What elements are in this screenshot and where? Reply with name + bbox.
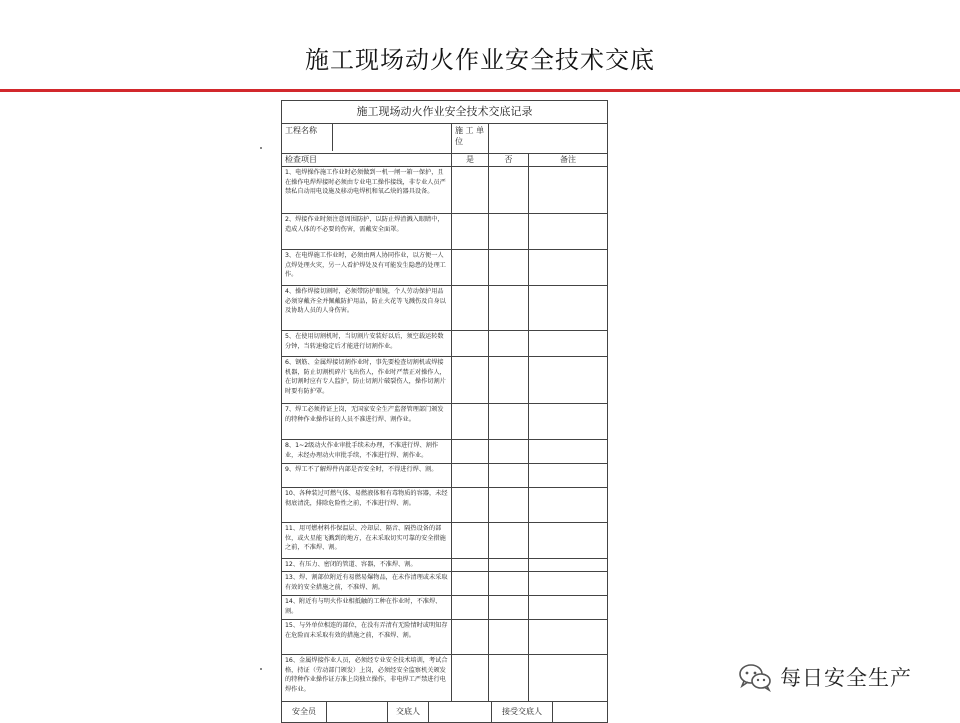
check-yes-cell bbox=[452, 167, 489, 214]
check-remarks-cell bbox=[529, 404, 608, 440]
check-yes-cell bbox=[452, 488, 489, 523]
check-yes-cell bbox=[452, 286, 489, 331]
check-item-row bbox=[282, 655, 608, 702]
check-remarks-cell bbox=[529, 488, 608, 523]
column-header-item: 检查项目 bbox=[282, 154, 452, 167]
check-item-row bbox=[282, 572, 608, 596]
check-no-cell bbox=[489, 523, 529, 559]
check-item-row bbox=[282, 559, 608, 572]
watermark bbox=[738, 660, 938, 694]
check-remarks-cell bbox=[529, 331, 608, 357]
check-remarks-cell bbox=[529, 250, 608, 286]
check-remarks-cell bbox=[529, 464, 608, 488]
check-no-cell bbox=[489, 167, 529, 214]
column-header-remarks: 备注 bbox=[529, 154, 608, 167]
project-name-value bbox=[333, 124, 451, 151]
check-item-row bbox=[282, 286, 608, 331]
check-no-cell bbox=[489, 440, 529, 464]
check-item-row bbox=[282, 404, 608, 440]
disclosure-record-table bbox=[281, 100, 608, 723]
check-remarks-cell bbox=[529, 559, 608, 572]
check-no-cell bbox=[489, 596, 529, 620]
check-yes-cell bbox=[452, 331, 489, 357]
check-no-cell bbox=[489, 250, 529, 286]
discloser-signature bbox=[429, 702, 492, 722]
check-yes-cell bbox=[452, 357, 489, 404]
check-remarks-cell bbox=[529, 596, 608, 620]
check-item-row bbox=[282, 214, 608, 250]
check-no-cell bbox=[489, 286, 529, 331]
check-yes-cell bbox=[452, 464, 489, 488]
check-remarks-cell bbox=[529, 620, 608, 655]
check-yes-cell bbox=[452, 250, 489, 286]
check-no-cell bbox=[489, 559, 529, 572]
disclosure-record-document bbox=[281, 100, 607, 720]
check-item-row bbox=[282, 250, 608, 286]
check-remarks-cell bbox=[529, 357, 608, 404]
check-item-text: 1、电焊操作施工作业时必须做到一机一闸一箱一保护，且在操作电焊焊接时必须由专业电工操作接线，非专业人员严禁私自动用电设施及移动电焊机和氧乙炔的器具设备。 bbox=[285, 169, 446, 196]
construction-unit-value bbox=[489, 124, 608, 154]
document-heading: 施工现场动火作业安全技术交底记录 bbox=[282, 101, 608, 124]
recipient-label: 接受交底人 bbox=[492, 702, 553, 722]
safety-officer-label: 安全员 bbox=[282, 702, 327, 722]
check-item-row bbox=[282, 464, 608, 488]
check-item-text: 8、1~2级动火作业审批手续未办理，不准进行焊、割作业，未经办理动火审批手续，不准进行焊、割作业。 bbox=[285, 442, 439, 459]
check-no-cell bbox=[489, 488, 529, 523]
check-yes-cell bbox=[452, 523, 489, 559]
check-yes-cell bbox=[452, 620, 489, 655]
column-header-yes: 是 bbox=[452, 154, 489, 167]
bullet-dot bbox=[260, 668, 262, 670]
check-item-row bbox=[282, 167, 608, 214]
check-yes-cell bbox=[452, 572, 489, 596]
watermark-text: 每日安全生产 bbox=[780, 666, 912, 690]
check-remarks-cell bbox=[529, 440, 608, 464]
check-item-text: 16、金属焊接作业人员，必须经专业安全技术培训，考试合格，持证（劳动部门颁发）上岗，必须经安全监察机关颁发的特种作业操作证方准上岗独立操作，非电焊工严禁进行电焊作业。 bbox=[285, 657, 448, 693]
check-yes-cell bbox=[452, 214, 489, 250]
check-yes-cell bbox=[452, 655, 489, 702]
red-divider bbox=[0, 89, 960, 92]
check-item-row bbox=[282, 488, 608, 523]
check-item-text: 15、与外单位相连的部位，在没有弄清有无险情时或明知存在危险而未采取有效的措施之前，不准焊、割。 bbox=[285, 622, 448, 639]
check-yes-cell bbox=[452, 559, 489, 572]
check-no-cell bbox=[489, 357, 529, 404]
check-yes-cell bbox=[452, 596, 489, 620]
project-name-label: 工程名称 bbox=[282, 124, 333, 151]
check-no-cell bbox=[489, 404, 529, 440]
check-remarks-cell bbox=[529, 523, 608, 559]
slide-title: 施工现场动火作业安全技术交底 bbox=[305, 46, 655, 74]
check-item-row bbox=[282, 523, 608, 559]
discloser-label: 交底人 bbox=[388, 702, 429, 722]
check-item-text: 4、操作焊接切割时，必须带防护眼镜，个人劳动保护用品必须穿戴齐全并佩戴防护用品，防止火花等飞溅伤及自身以及协助人员的人身伤害。 bbox=[285, 288, 446, 315]
check-item-text: 3、在电焊施工作业时，必须由两人协同作业，以方便一人点焊处理火灾，另一人看护焊处及有可能发生隐患的处理工作。 bbox=[285, 252, 446, 279]
check-item-text: 11、用可燃材料作保温层、冷却层、隔音、隔热设备的部位，或火星能飞溅到的地方，在未采取切实可靠的安全措施之前，不准焊、割。 bbox=[285, 525, 446, 552]
safety-officer-signature bbox=[327, 702, 388, 722]
check-item-text: 12、有压力、密闭的管道、容器，不准焊、割。 bbox=[285, 561, 417, 568]
wechat-icon bbox=[738, 662, 772, 692]
check-item-text: 9、焊工不了解焊件内部是否安全时，不得进行焊、割。 bbox=[285, 466, 438, 473]
check-yes-cell bbox=[452, 440, 489, 464]
check-no-cell bbox=[489, 572, 529, 596]
construction-unit-label: 施 工 单 位 bbox=[452, 124, 489, 154]
check-item-row bbox=[282, 620, 608, 655]
check-item-text: 10、各种装过可燃气体、易燃液体和有毒物质的容器，未经彻底清洗，排除危险性之前，不准进行焊、割。 bbox=[285, 490, 448, 507]
check-no-cell bbox=[489, 464, 529, 488]
check-item-row bbox=[282, 440, 608, 464]
check-yes-cell bbox=[452, 404, 489, 440]
signature-row bbox=[282, 702, 608, 723]
check-item-row bbox=[282, 596, 608, 620]
check-item-text: 14、附近有与明火作业相抵触的工种在作业时，不准焊、割。 bbox=[285, 598, 442, 615]
check-remarks-cell bbox=[529, 655, 608, 702]
check-item-text: 13、焊、割部位附近有易燃易爆物品，在未作清理或未采取有效的安全措施之前，不准焊、割。 bbox=[285, 574, 448, 591]
check-item-text: 5、在使用切割机时，当切割片安装好以后，须空载运转数分钟，当转速稳定后才能进行切割作业。 bbox=[285, 333, 444, 350]
check-item-text: 6、钢筋、金属焊接切割作业时，事先要检查切割机或焊接机器，防止切割机碎片飞出伤人，作业时严禁正对操作人，在切割时应有专人监护，防止切割片破裂伤人，操作切割片时要有防护罩。 bbox=[285, 359, 446, 395]
check-no-cell bbox=[489, 655, 529, 702]
check-item-text: 7、焊工必须持证上岗，无国家安全生产监督管理部门颁发的特种作业操作证的人员不准进行焊、割作业。 bbox=[285, 406, 444, 423]
column-header-no: 否 bbox=[489, 154, 529, 167]
check-remarks-cell bbox=[529, 572, 608, 596]
check-item-text: 2、焊接作业时须注意周围防护，以防止焊渣溅入眼睛中，造成人体的不必要的伤害，需戴安全面罩。 bbox=[285, 216, 444, 233]
check-remarks-cell bbox=[529, 286, 608, 331]
check-remarks-cell bbox=[529, 167, 608, 214]
check-no-cell bbox=[489, 620, 529, 655]
check-remarks-cell bbox=[529, 214, 608, 250]
bullet-dot bbox=[260, 147, 262, 149]
recipient-signature bbox=[553, 702, 607, 722]
check-item-row bbox=[282, 331, 608, 357]
check-no-cell bbox=[489, 331, 529, 357]
check-no-cell bbox=[489, 214, 529, 250]
check-item-row bbox=[282, 357, 608, 404]
